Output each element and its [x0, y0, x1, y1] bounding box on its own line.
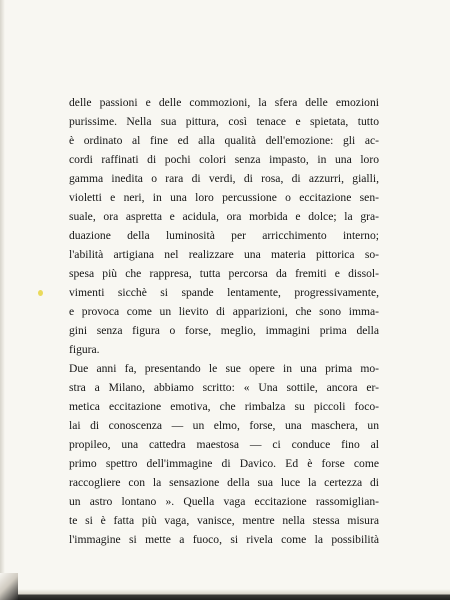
text-line: stra a Milano, abbiamo scritto: « Una sottile, ancora er- — [69, 381, 379, 394]
text-line: te si è fatta più vaga, vanisce, mentre nella stessa misura — [69, 514, 379, 527]
text-line: vimenti sicchè si spande lentamente, progressivamente, — [69, 286, 379, 299]
text-line: e provoca come un lievito di apparizioni, che sono imma- — [69, 305, 379, 318]
text-line: delle passioni e delle commozioni, la sfera delle emozioni — [69, 96, 379, 109]
text-line: l'abilità artigiana nel realizzare una materia pittorica so- — [69, 248, 379, 261]
paragraph-1 — [69, 93, 379, 359]
text-line: un astro lontano ». Quella vaga eccitazione rassomiglian- — [69, 495, 379, 508]
text-line: propileo, una cattedra maestosa — ci conduce fino al — [69, 438, 379, 451]
text-line: metica eccitazione emotiva, che rimbalza su piccoli foco- — [69, 400, 379, 413]
page-bottom-edge — [0, 589, 450, 600]
paper-stain — [38, 290, 43, 296]
text-line: purissime. Nella sua pittura, così tenace e spietata, tutto — [69, 115, 379, 128]
page-gutter-shadow — [0, 0, 5, 600]
text-line: spesa più che rappresa, tutta percorsa da fremiti e dissol- — [69, 267, 379, 280]
text-line: gini senza figura o forse, meglio, immagini prima della — [69, 324, 379, 337]
text-line: suale, ora aspretta e acidula, ora morbida e dolce; la gra- — [69, 210, 379, 223]
body-text — [69, 93, 379, 549]
text-line: duazione della luminosità per arricchimento interno; — [69, 229, 379, 242]
text-line: Due anni fa, presentando le sue opere in una prima mo- — [69, 362, 379, 375]
text-line: raccogliere con la sensazione della sua luce la certezza di — [69, 476, 379, 489]
text-line: cordi raffinati di pochi colori senza impasto, in una loro — [69, 153, 379, 166]
text-line: primo spettro dell'immagine di Davico. Ed è forse come — [69, 457, 379, 470]
page-corner-shadow — [0, 573, 18, 600]
text-line: figura. — [69, 343, 100, 356]
paragraph-2 — [69, 359, 379, 549]
text-line: l'immagine si mette a fuoco, si rivela come la possibilità — [69, 533, 379, 546]
text-line: gamma inedita o rara di verdi, di rosa, di azzurri, gialli, — [69, 172, 379, 185]
text-line: lai di conoscenza — un elmo, forse, una maschera, un — [69, 419, 379, 432]
text-line: è ordinato al fine ed alla qualità dell'emozione: gli ac- — [69, 134, 379, 147]
text-line: violetti e neri, in una loro percussione o eccitazione sen- — [69, 191, 379, 204]
